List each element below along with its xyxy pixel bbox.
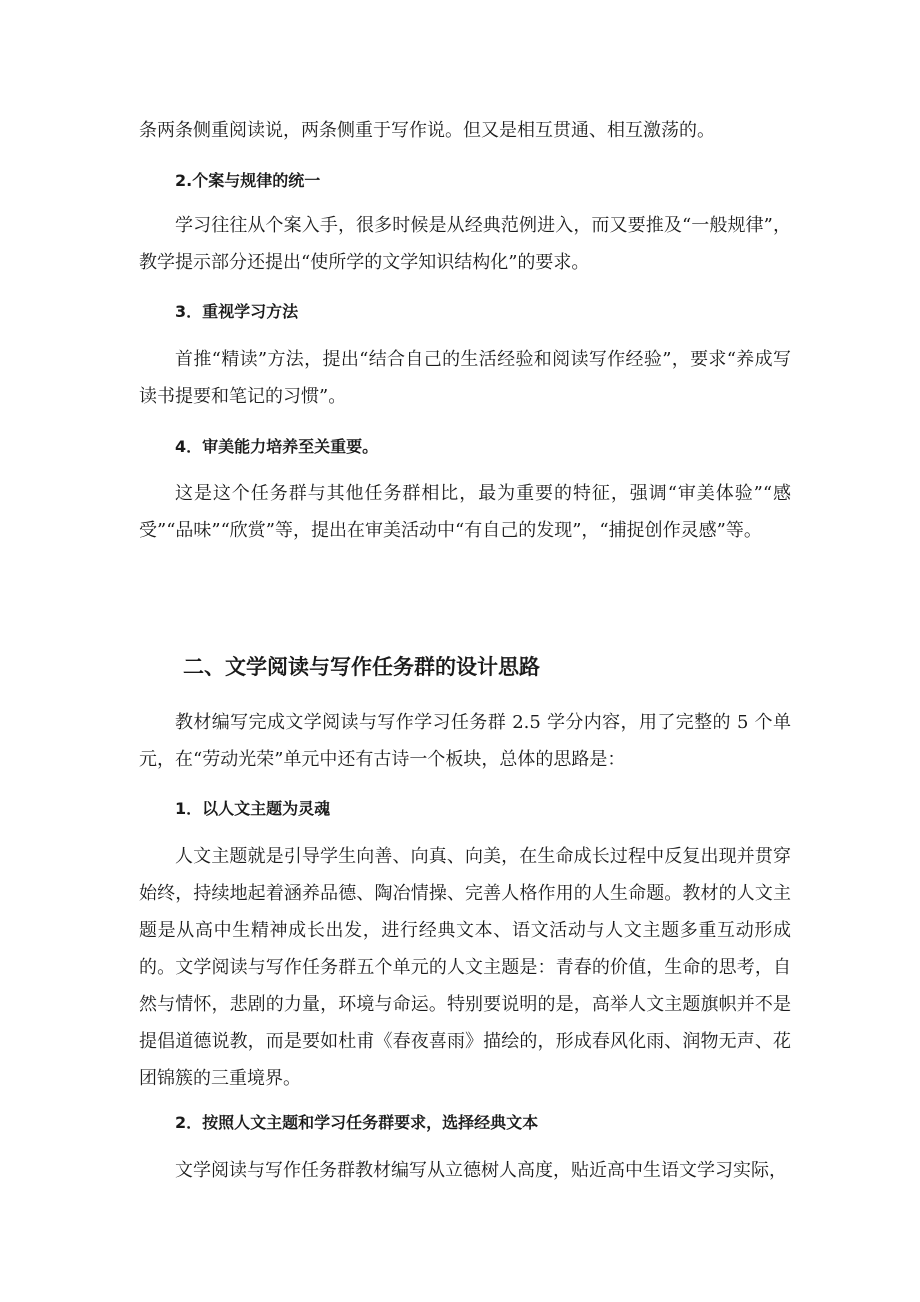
subheading-learning-method: 3．重视学习方法 xyxy=(175,302,299,321)
subheading-humanistic-theme: 1．以人文主题为灵魂 xyxy=(175,799,331,818)
subheading-classic-texts: 2．按照人文主题和学习任务群要求，选择经典文本 xyxy=(175,1113,539,1132)
paragraph-design-overview: 教材编写完成文学阅读与写作学习任务群 2.5 学分内容，用了完整的 5 个单元，在“劳动光荣”单元中还有古诗一个板块，总体的思路是： xyxy=(139,712,791,770)
section-title-design-ideas: 二、文学阅读与写作任务群的设计思路 xyxy=(183,655,540,679)
paragraph-learning-method: 首推“精读”方法，提出“结合自己的生活经验和阅读写作经验”，要求“养成写读书提要和笔记的习惯”。 xyxy=(139,349,791,407)
paragraph-humanistic-theme: 人文主题就是引导学生向善、向真、向美，在生命成长过程中反复出现并贯穿始终，持续地起着涵养品德、陶冶情操、完善人格作用的人生命题。教材的人文主题是从高中生精神成长出发，进行经典文本、语文活动与人文主题多重互动形成的。文学阅读与写作任务群五个单元的人文主题是：青春的价值，生命的思考，自然与情怀，悲剧的力量，环境与命运。特别要说明的是，高举人文主题旗帜并不是提倡道德说教，而是要如杜甫《春夜喜雨》描绘的，形成春风化雨、润物无声、花团锦簇的三重境界。 xyxy=(139,846,791,1089)
subheading-aesthetic-ability: 4．审美能力培养至关重要。 xyxy=(175,437,379,456)
paragraph-classic-texts: 文学阅读与写作任务群教材编写从立德树人高度，贴近高中生语文学习实际， xyxy=(175,1160,787,1181)
paragraph-aesthetic-ability: 这是这个任务群与其他任务群相比，最为重要的特征，强调“审美体验”“感受”“品味”“欣赏”等，提出在审美活动中“有自己的发现”，“捕捉创作灵感”等。 xyxy=(139,483,791,541)
subheading-case-and-rule: 2.个案与规律的统一 xyxy=(175,171,321,190)
paragraph-continuation: 条两条侧重阅读说，两条侧重于写作说。但又是相互贯通、相互激荡的。 xyxy=(139,120,715,141)
paragraph-case-and-rule: 学习往往从个案入手，很多时候是从经典范例进入，而又要推及“一般规律”，教学提示部分还提出“使所学的文学知识结构化”的要求。 xyxy=(139,215,791,273)
